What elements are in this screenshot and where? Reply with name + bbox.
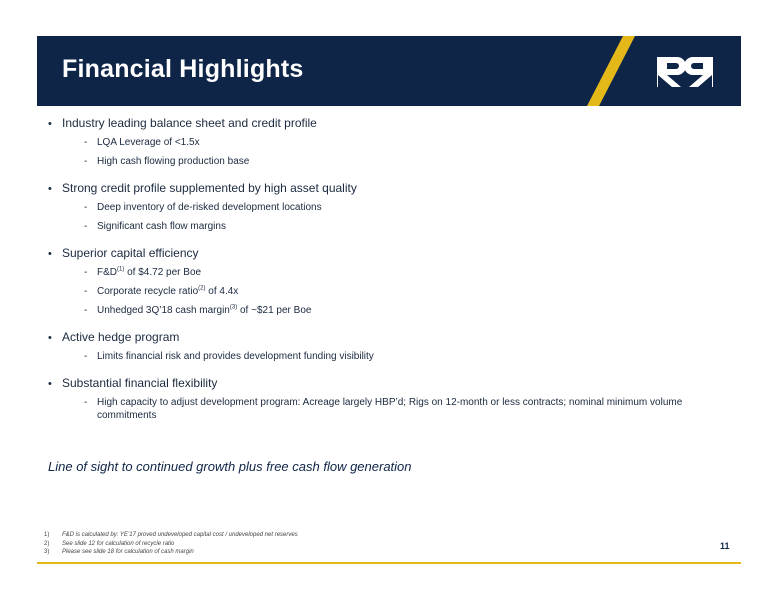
bullet-item: [48, 181, 738, 198]
bullet-dot: •: [48, 248, 52, 260]
bullet-text: Industry leading balance sheet and credit profile: [62, 116, 317, 130]
tagline: Line of sight to continued growth plus free cash flow generation: [48, 459, 412, 474]
footnotes: [44, 531, 298, 557]
footnote-item: 1) F&D is calculated by: YE’17 proved undeveloped capital cost / undeveloped net reserves: [44, 532, 298, 538]
sub-item: - LQA Leverage of <1.5x: [84, 136, 738, 149]
bullet-dot: •: [48, 378, 52, 390]
footnote-ref: (2): [198, 285, 206, 292]
bullet-dot: •: [48, 332, 52, 344]
sub-text: LQA Leverage of <1.5x: [97, 137, 200, 148]
sub-text: High capacity to adjust development program: Acreage largely HBP’d; Rigs on 12-month or less contracts; nominal minimum volume commitments: [97, 397, 683, 421]
sub-item: - Deep inventory of de-risked development locations: [84, 201, 738, 214]
bullet-block: [48, 246, 738, 317]
footnote-ref: (3): [229, 304, 238, 311]
sub-item: - $F\&D^{(1)}$ of $4.72 per Boe: [84, 266, 738, 279]
sub-item: - Unhedged 3Q’18 cash margin$^{(3)}$ of ~$21 per Boe: [84, 304, 738, 317]
bullet-text: Strong credit profile supplemented by high asset quality: [62, 181, 357, 195]
bullet-item: [48, 376, 738, 393]
sub-list: [84, 266, 738, 317]
footnote-item: 3) Please see slide 18 for calculation of cash margin: [44, 549, 194, 555]
sub-item: - Limits financial risk and provides development funding visibility: [84, 350, 738, 363]
sub-list: [84, 396, 738, 422]
bullet-item: [48, 330, 738, 347]
sub-text: Significant cash flow margins: [97, 221, 226, 232]
sub-text: Unhedged 3Q’18 cash margin$^{(3)}$ of ~$21 per Boe: [97, 304, 312, 316]
footnote-ref: (1): [117, 266, 125, 273]
page-title: Financial Highlights: [62, 55, 304, 83]
highlights-content: [48, 116, 738, 435]
sub-list: [84, 350, 738, 363]
sub-item: - Significant cash flow margins: [84, 220, 738, 233]
sub-text: Corporate recycle ratio$^{(2)}$ of 4.4x: [97, 285, 239, 297]
bullet-block: [48, 376, 738, 422]
sub-item: - High capacity to adjust development program: Acreage largely HBP’d; Rigs on 12-month or less contracts; nominal minimum volume commitments: [84, 396, 738, 422]
page-number: 11: [720, 541, 730, 551]
sub-text: Deep inventory of de-risked development locations: [97, 202, 322, 213]
sub-item: - High cash flowing production base: [84, 155, 738, 168]
bullet-block: [48, 181, 738, 233]
bottom-divider: [37, 562, 741, 564]
sub-list: [84, 136, 738, 168]
bullet-text: Substantial financial flexibility: [62, 376, 218, 390]
bullet-dot: •: [48, 118, 52, 130]
sub-text: Limits financial risk and provides development funding visibility: [97, 351, 374, 362]
bullet-block: [48, 116, 738, 168]
rr-logo: [655, 55, 715, 89]
bullet-block: [48, 330, 738, 363]
bullet-item: [48, 246, 738, 263]
bullet-dot: •: [48, 183, 52, 195]
bullet-text: Superior capital efficiency: [62, 246, 199, 260]
gold-slash-decoration: [585, 36, 645, 106]
sub-item: - Corporate recycle ratio$^{(2)}$ of 4.4x: [84, 285, 738, 298]
footnote-item: 2) See slide 12 for calculation of recycle ratio: [44, 540, 175, 547]
sub-text: $F\&D^{(1)}$ of $4.72 per Boe: [97, 266, 202, 278]
bullet-item: [48, 116, 738, 133]
sub-list: [84, 201, 738, 233]
bullet-text: Active hedge program: [62, 330, 180, 344]
sub-text: High cash flowing production base: [97, 156, 250, 167]
header-banner: [37, 36, 741, 106]
